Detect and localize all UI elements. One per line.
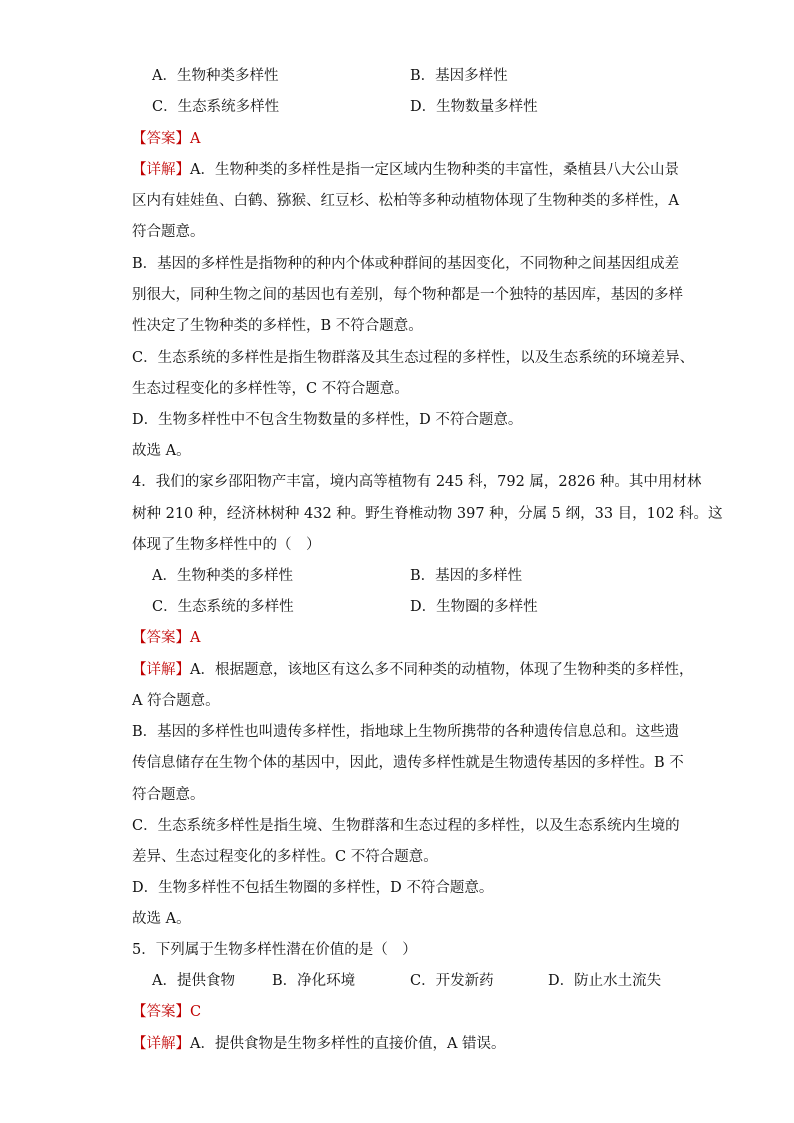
- q3-answer: [132, 129, 200, 149]
- q4-option-c: C．生态系统的多样性: [152, 599, 294, 615]
- q4-option-b: B．基因的多样性: [410, 568, 523, 584]
- q4-option-d: D．生物圈的多样性: [410, 599, 538, 615]
- detail-text: A．提供食物是生物多样性的直接价值，A 错误。: [190, 1036, 506, 1052]
- q4-detail-line-3: B．基因的多样性也叫遗传多样性，指地球上生物所携带的各种遗传信息总和。这些遗: [132, 724, 680, 740]
- q4-detail-line-7: 差异、生态过程变化的多样性。C 不符合题意。: [132, 849, 438, 865]
- q3-detail-line-4: B．基因的多样性是指物种的种内个体或种群间的基因变化，不同物种之间基因组成差: [132, 256, 680, 272]
- q5-option-d: D．防止水土流失: [548, 973, 662, 989]
- q3-option-b: B．基因多样性: [410, 68, 508, 84]
- q5-option-a: A．提供食物: [152, 973, 235, 989]
- q4-detail-line-8: D．生物多样性不包括生物圈的多样性，D 不符合题意。: [132, 880, 494, 896]
- detail-tag: 【详解】: [132, 662, 190, 678]
- q3-detail-line-7: C．生态系统的多样性是指生物群落及其生态过程的多样性，以及生态系统的环境差异、: [132, 350, 695, 366]
- q5-option-b: B．净化环境: [272, 973, 356, 989]
- q3-detail-line-6: 性决定了生物种类的多样性，B 不符合题意。: [132, 318, 423, 334]
- q3-detail-line-10: 故选 A。: [132, 443, 191, 459]
- q3-detail-line-1: [132, 160, 679, 180]
- q4-detail-line-4: 传信息储存在生物个体的基因中，因此，遗传多样性就是生物遗传基因的多样性。B 不: [132, 755, 684, 771]
- answer-value: C: [190, 1004, 202, 1020]
- q3-detail-line-8: 生态过程变化的多样性等，C 不符合题意。: [132, 381, 409, 397]
- q4-stem-line-1: 4．我们的家乡邵阳物产丰富，境内高等植物有 245 科，792 属，2826 种。其中用材林: [132, 474, 702, 490]
- q4-detail-line-5: 符合题意。: [132, 787, 205, 803]
- q5-answer: [132, 1002, 201, 1022]
- answer-tag: 【答案】: [132, 630, 190, 646]
- q4-detail-line-1: [132, 660, 693, 680]
- q5-detail-line-1: [132, 1034, 506, 1054]
- q4-detail-line-9: 故选 A。: [132, 911, 191, 927]
- q4-answer: [132, 628, 200, 648]
- q3-detail-line-5: 别很大，同种生物之间的基因也有差别，每个物种都是一个独特的基因库，基因的多样: [132, 287, 683, 303]
- q3-detail-line-9: D．生物多样性中不包含生物数量的多样性，D 不符合题意。: [132, 412, 523, 428]
- answer-tag: 【答案】: [132, 131, 190, 147]
- q4-option-a: A．生物种类的多样性: [152, 568, 293, 584]
- q5-option-c: C．开发新药: [410, 973, 494, 989]
- q4-stem-line-2: 树种 210 种，经济林树种 432 种。野生脊椎动物 397 种，分属 5 纲，33 目，102 科。这: [132, 506, 723, 522]
- q3-option-c: C．生态系统多样性: [152, 99, 280, 115]
- q5-stem: 5．下列属于生物多样性潜在价值的是（ ）: [132, 942, 417, 958]
- answer-value: A: [190, 131, 201, 147]
- detail-text: A．根据题意，该地区有这么多不同种类的动植物，体现了生物种类的多样性，: [190, 662, 694, 678]
- detail-tag: 【详解】: [132, 162, 190, 178]
- detail-tag: 【详解】: [132, 1036, 190, 1052]
- answer-tag: 【答案】: [132, 1004, 190, 1020]
- q4-detail-line-6: C．生态系统多样性是指生境、生物群落和生态过程的多样性，以及生态系统内生境的: [132, 818, 680, 834]
- answer-value: A: [190, 630, 201, 646]
- q4-detail-line-2: A 符合题意。: [132, 693, 220, 709]
- q3-option-a: A．生物种类多样性: [152, 68, 279, 84]
- q3-detail-line-2: 区内有娃娃鱼、白鹤、猕猴、红豆杉、松柏等多种动植物体现了生物种类的多样性，A: [132, 193, 679, 209]
- q3-detail-line-3: 符合题意。: [132, 224, 205, 240]
- q3-option-d: D．生物数量多样性: [410, 99, 538, 115]
- q4-stem-line-3: 体现了生物多样性中的（ ）: [132, 537, 321, 553]
- detail-text: A．生物种类的多样性是指一定区域内生物种类的丰富性，桑植县八大公山景: [190, 162, 679, 178]
